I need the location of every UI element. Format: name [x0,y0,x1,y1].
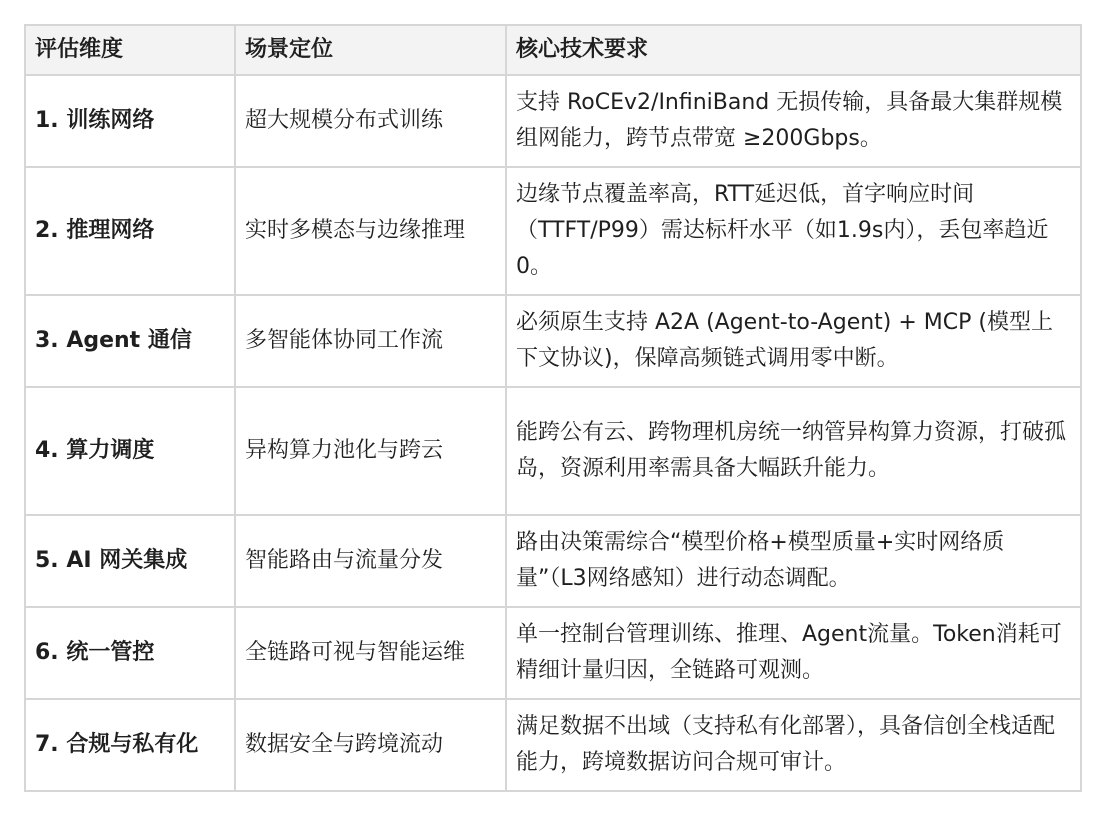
header-scenario: 场景定位 [235,25,506,75]
table-row [25,75,1081,167]
header-dimension: 评估维度 [25,25,235,75]
table-header-row [25,25,1081,75]
cell-dimension: 4. 算力调度 [25,387,235,515]
table-row [25,699,1081,791]
cell-scenario: 多智能体协同工作流 [235,295,506,387]
table-row [25,607,1081,699]
evaluation-table-container [24,24,1080,792]
cell-dimension: 7. 合规与私有化 [25,699,235,791]
cell-dimension: 2. 推理网络 [25,167,235,295]
cell-dimension: 6. 统一管控 [25,607,235,699]
cell-dimension: 5. AI 网关集成 [25,515,235,607]
cell-scenario: 超大规模分布式训练 [235,75,506,167]
cell-scenario: 智能路由与流量分发 [235,515,506,607]
cell-requirement: 单一控制台管理训练、推理、Agent流量。Token消耗可精细计量归因，全链路可观测。 [506,607,1081,699]
cell-requirement: 支持 RoCEv2/InfiniBand 无损传输，具备最大集群规模组网能力，跨节点带宽 ≥200Gbps。 [506,75,1081,167]
cell-scenario: 数据安全与跨境流动 [235,699,506,791]
cell-requirement: 路由决策需综合“模型价格+模型质量+实时网络质量”（L3网络感知）进行动态调配。 [506,515,1081,607]
cell-scenario: 异构算力池化与跨云 [235,387,506,515]
cell-scenario: 全链路可视与智能运维 [235,607,506,699]
cell-scenario: 实时多模态与边缘推理 [235,167,506,295]
cell-dimension: 3. Agent 通信 [25,295,235,387]
table-row [25,515,1081,607]
cell-dimension: 1. 训练网络 [25,75,235,167]
evaluation-table [24,24,1082,792]
table-row [25,295,1081,387]
cell-requirement: 必须原生支持 A2A (Agent-to-Agent) + MCP (模型上下文协议)，保障高频链式调用零中断。 [506,295,1081,387]
header-requirement: 核心技术要求 [506,25,1081,75]
cell-requirement: 能跨公有云、跨物理机房统一纳管异构算力资源，打破孤岛，资源利用率需具备大幅跃升能力。 [506,387,1081,515]
table-row [25,387,1081,515]
table-row [25,167,1081,295]
cell-requirement: 边缘节点覆盖率高，RTT延迟低，首字响应时间（TTFT/P99）需达标杆水平（如1.9s内），丢包率趋近 0。 [506,167,1081,295]
cell-requirement: 满足数据不出域（支持私有化部署），具备信创全栈适配能力，跨境数据访问合规可审计。 [506,699,1081,791]
